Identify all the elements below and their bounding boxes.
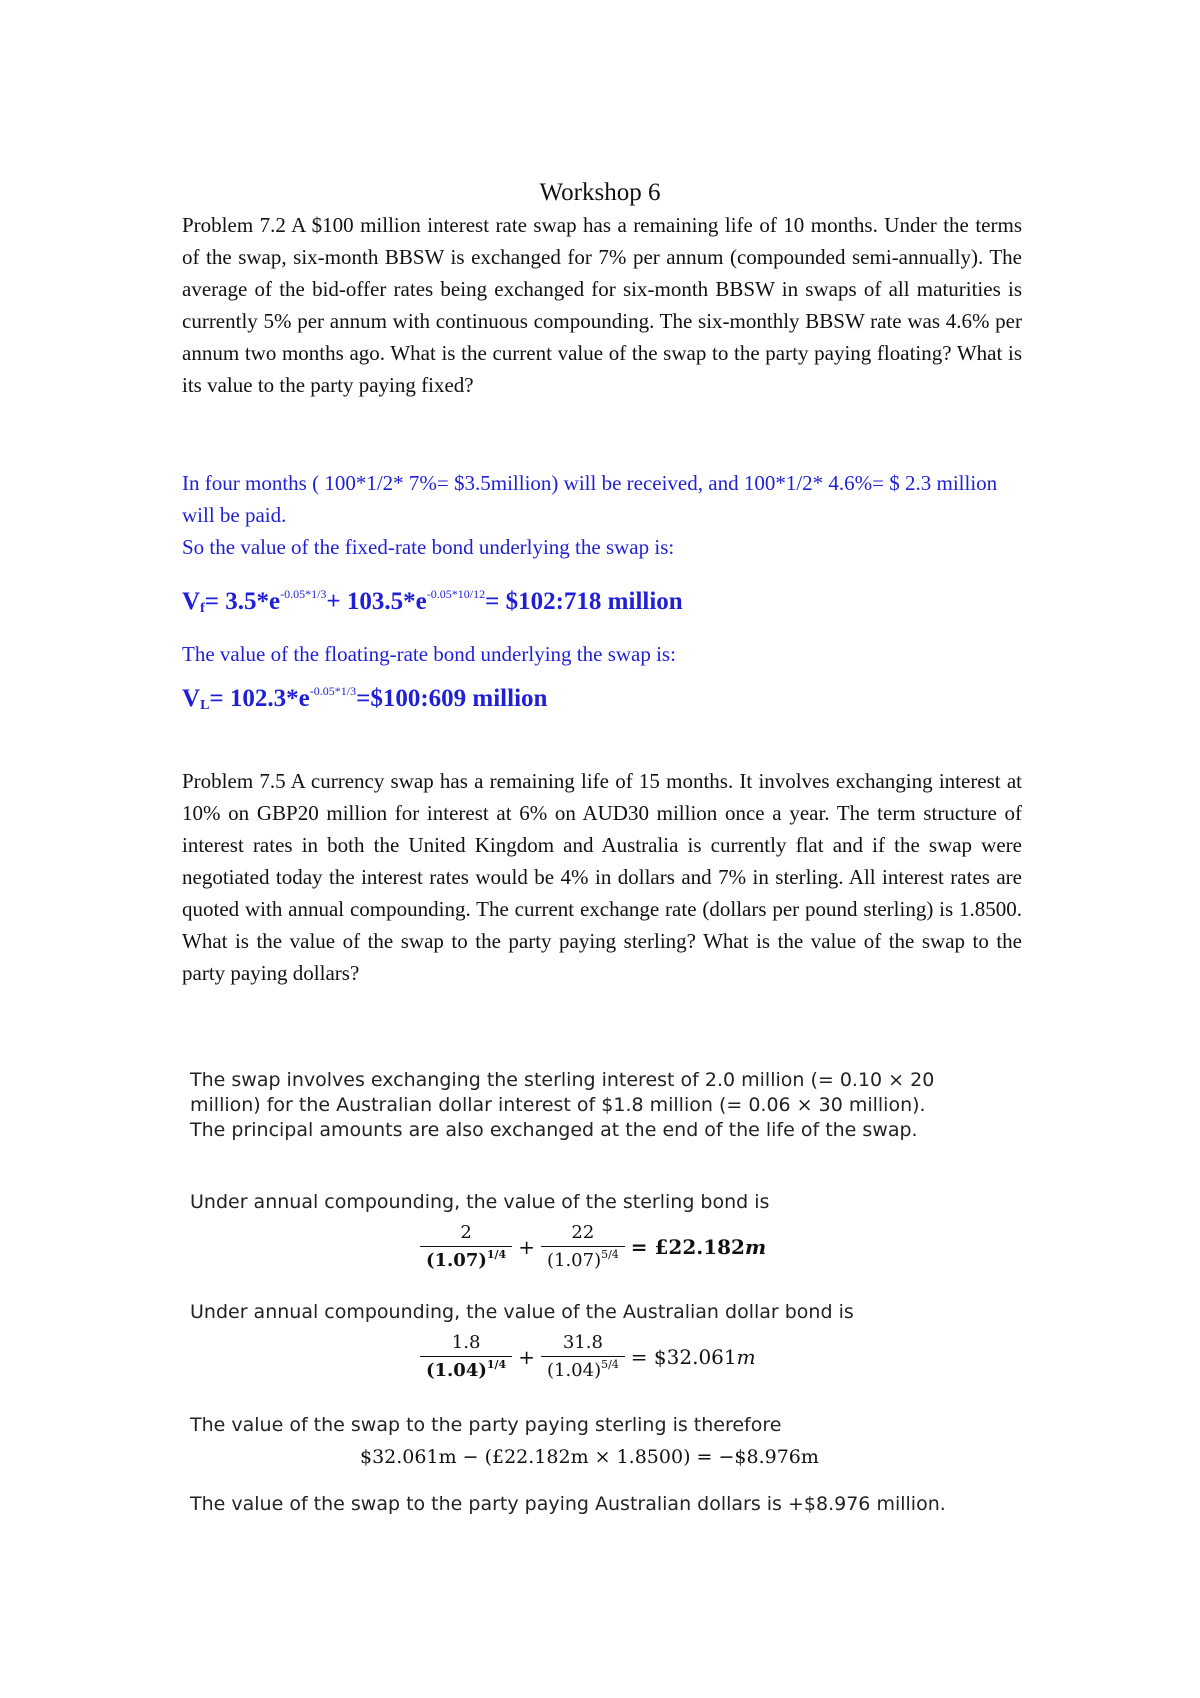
answer-7-2-line2: So the value of the fixed-rate bond underlying the swap is:: [182, 535, 675, 559]
problem-7-5-text: Problem 7.5 A currency swap has a remaining life of 15 months. It involves exchanging interest at 10% on GBP20 million for interest at 6% on AUD30 million once a year. The term structure of interest rates in both the United Kingdom and Australia is currently flat and if the swap were negotiated today the interest rates would be 4% in dollars and 7% in sterling. All interest rates are quoted with annual compounding. The current exchange rate (dollars per pound sterling) is 1.8500. What is the value of the swap to the party paying sterling? What is the value of the swap to the party paying dollars?: [182, 769, 1022, 985]
fraction: $\frac{1.8}{(1.04)^{1/4}}$: [420, 1332, 512, 1381]
answer-7-2-line1: In four months ( 100*1/2* 7%= $3.5million) will be received, and 100*1/2* 4.6%= $ 2.3 million will be paid.: [182, 471, 998, 527]
fraction: $\frac{31.8}{(1.04)^{5/4}}$: [541, 1332, 625, 1381]
aud-value-text: The value of the swap to the party paying Australian dollars is +$8.976 million.: [190, 1493, 946, 1515]
aud-bond-formula: $\frac{1.8}{(1.04)^{1/4}}$ + $\frac{31.8}{(1.04)^{5/4}}$ = $32.061m: [420, 1332, 762, 1381]
fraction: $\frac{2}{(1.07)^{1/4}}$: [420, 1222, 512, 1271]
formula-vl: $V_L=$ $102.3*e^{-0.05*1/3}=\$100:609$ million: [182, 684, 548, 713]
sterling-bond-heading: Under annual compounding, the value of the sterling bond is: [190, 1191, 770, 1213]
answer-7-2-line3: The value of the floating-rate bond underlying the swap is:: [182, 642, 676, 666]
aud-bond-heading: Under annual compounding, the value of the Australian dollar bond is: [190, 1301, 854, 1323]
sterling-value-equation: $32.061m − (£22.182m × 1.8500) = −$8.976m: [360, 1446, 819, 1468]
page-title: Workshop 6: [539, 179, 661, 206]
sterling-bond-formula: $\frac{2}{(1.07)^{1/4}}$ + $\frac{22}{(1.07)^{5/4}}$ = £22.182m: [420, 1222, 772, 1271]
formula-vf: $V_f= 3.5*e^{-0.05*1/3}+ 103.5*e^{-0.05*10/12}=$ $102:718 million: [182, 587, 683, 616]
sterling-value-heading: The value of the swap to the party paying sterling is therefore: [190, 1414, 782, 1436]
solution-intro: The swap involves exchanging the sterling interest of 2.0 million (= 0.10 × 20 million) for the Australian dollar interest of $1.8 million (= 0.06 × 30 million). The principal amounts are also exchanged at the end of the life of the swap.: [190, 1069, 935, 1141]
fraction: $\frac{22}{(1.07)^{5/4}}$: [541, 1222, 625, 1271]
problem-7-2-text: Problem 7.2 A $100 million interest rate swap has a remaining life of 10 months. Under the terms of the swap, six-month BBSW is exchanged for 7% per annum (compounded semi-annually). The average of the bid-offer rates being exchanged for six-month BBSW in swaps of all maturities is currently 5% per annum with continuous compounding. The six-monthly BBSW rate was 4.6% per annum two months ago. What is the current value of the swap to the party paying floating? What is its value to the party paying fixed?: [182, 213, 1022, 397]
